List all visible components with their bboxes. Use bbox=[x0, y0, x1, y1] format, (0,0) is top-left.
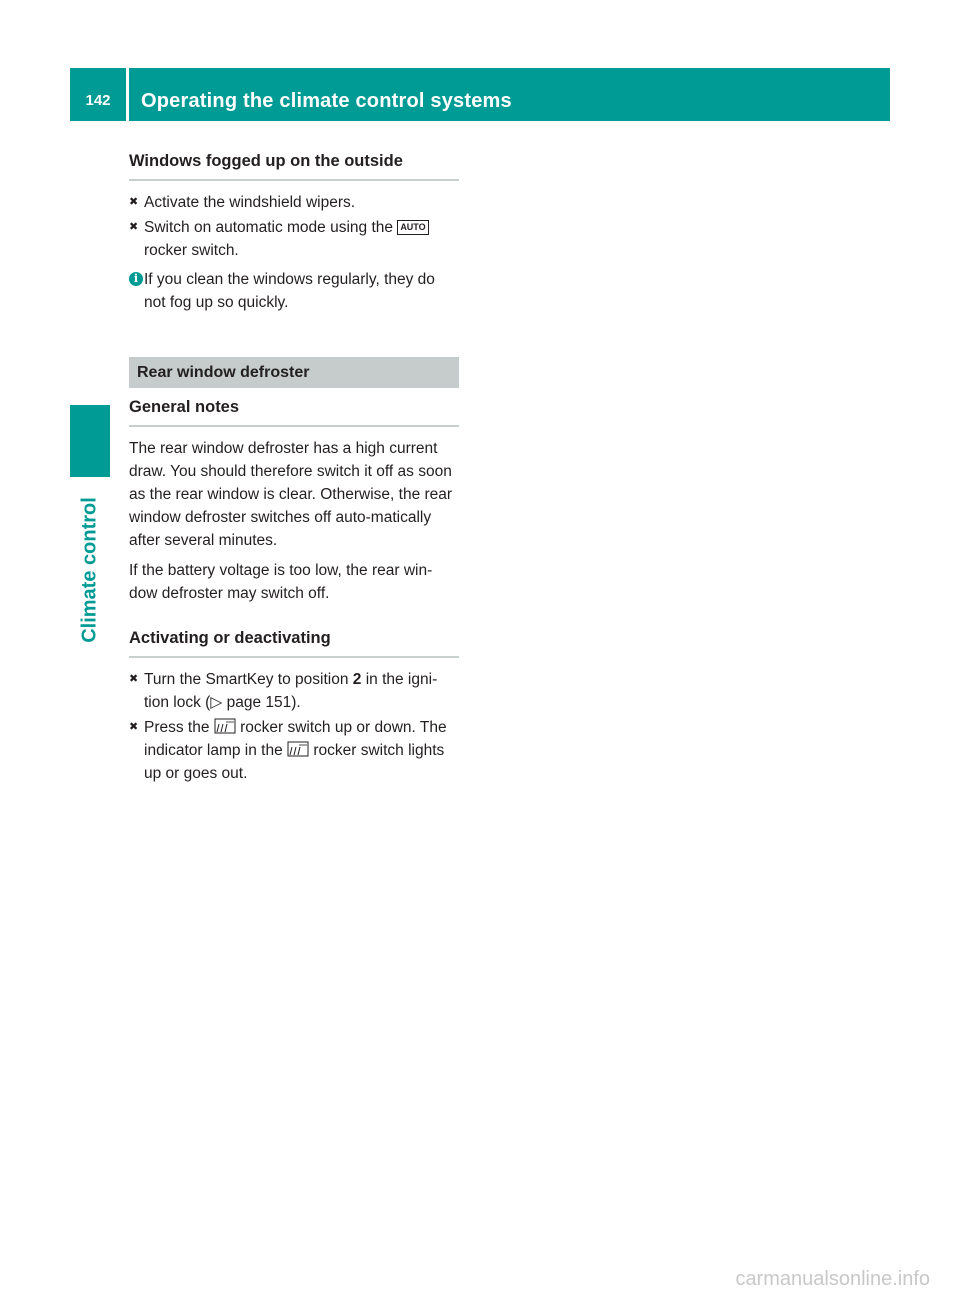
auto-button-icon: AUTO bbox=[397, 220, 428, 235]
step-smartkey: ✖ Turn the SmartKey to position 2 in the igni-tion lock (▷ page 151). bbox=[129, 668, 459, 714]
step-activate-wipers: ✖ Activate the windshield wipers. bbox=[129, 191, 459, 214]
content-column bbox=[129, 150, 459, 787]
paragraph-current-draw: The rear window defroster has a high current draw. You should therefore switch it off as soon as the rear window is clear. Otherwise, the rear window defroster switches off auto-matically after several minutes. bbox=[129, 440, 453, 549]
heading-activating: Activating or deactivating bbox=[129, 627, 459, 658]
rear-defroster-icon bbox=[287, 741, 309, 757]
page-ref-arrow-icon: ▷ bbox=[210, 694, 223, 711]
rear-defroster-icon bbox=[214, 718, 236, 734]
step-arrow-icon: ✖ bbox=[129, 721, 139, 733]
side-tab-marker bbox=[70, 405, 110, 477]
page-reference-link[interactable]: page 151 bbox=[226, 694, 292, 711]
section-title: Operating the climate control systems bbox=[141, 90, 512, 112]
side-tab-text: Climate control bbox=[78, 497, 101, 643]
info-icon: i bbox=[129, 272, 143, 286]
step-press-rocker: ✖ Press the rocker switch up or down. The indicator lamp in the rocker switch lights up or goes out. bbox=[129, 716, 459, 785]
watermark: carmanualsonline.info bbox=[735, 1268, 930, 1290]
paragraph-battery-voltage: If the battery voltage is too low, the rear win-dow defroster may switch off. bbox=[129, 562, 433, 602]
info-note: i If you clean the windows regularly, they do not fog up so quickly. bbox=[129, 268, 459, 314]
step-arrow-icon: ✖ bbox=[129, 221, 139, 233]
heading-general-notes: General notes bbox=[129, 396, 459, 427]
page-header bbox=[70, 68, 890, 121]
header-divider bbox=[126, 68, 129, 121]
heading-rear-window-defroster: Rear window defroster bbox=[129, 357, 459, 388]
side-tab-label bbox=[70, 480, 110, 660]
step-arrow-icon: ✖ bbox=[129, 673, 139, 685]
step-automatic-mode: ✖ Switch on automatic mode using the AUTO rocker switch. bbox=[129, 216, 459, 262]
step-arrow-icon: ✖ bbox=[129, 196, 139, 208]
heading-fogged-outside: Windows fogged up on the outside bbox=[129, 150, 459, 181]
page-number: 142 bbox=[85, 92, 111, 109]
